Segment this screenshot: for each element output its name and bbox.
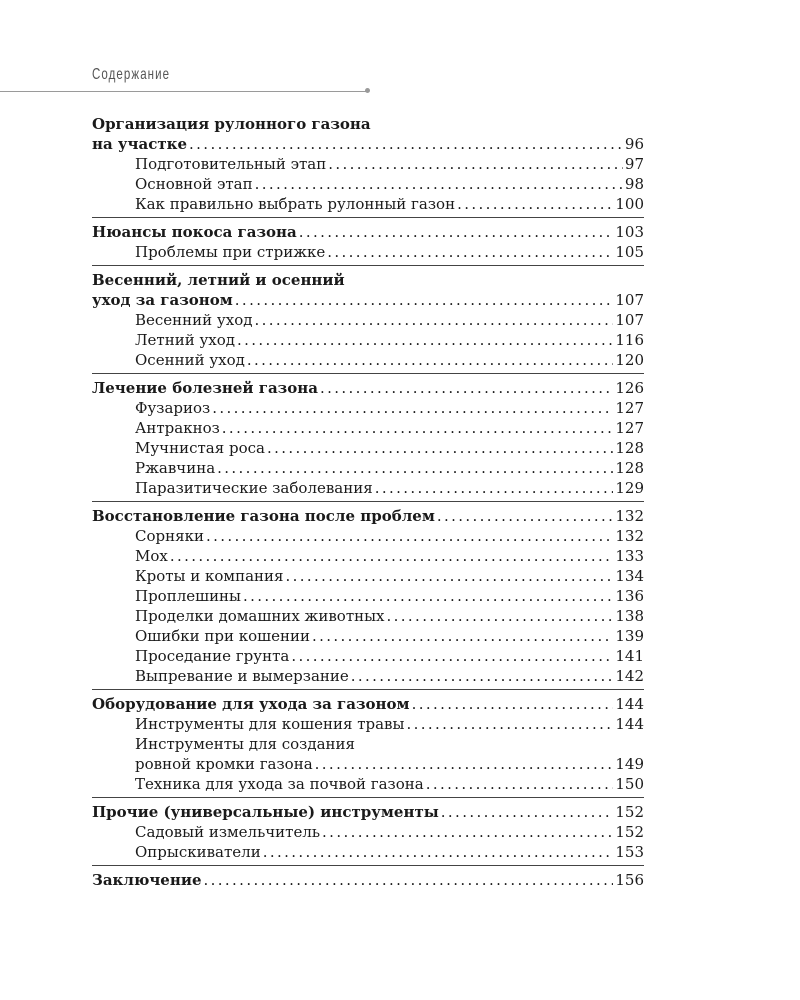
toc-item-label: Мох [135, 547, 168, 565]
dot-leader [255, 174, 623, 194]
toc-item[interactable] [92, 646, 644, 666]
toc-section [92, 222, 644, 262]
page-number: 136 [615, 587, 644, 605]
section-divider [92, 501, 644, 502]
page-number: 105 [615, 243, 644, 261]
toc-section-title: Восстановление газона после проблем [92, 507, 435, 525]
page-number: 127 [615, 399, 644, 417]
dot-leader [285, 566, 613, 586]
toc-item[interactable] [92, 586, 644, 606]
toc-item-label: Подготовительный этап [135, 155, 327, 173]
toc-item-label: Проделки домашних животных [135, 607, 385, 625]
header-rule-dot [365, 88, 370, 93]
toc-item-label: Мучнистая роса [135, 439, 265, 457]
toc-section-title-line1: Весенний, летний и осенний [92, 271, 345, 289]
dot-leader [255, 310, 614, 330]
page-number: 129 [615, 479, 644, 497]
toc-item-label: Проплешины [135, 587, 241, 605]
dot-leader [312, 626, 613, 646]
dot-leader [426, 774, 614, 794]
toc-item[interactable] [92, 242, 644, 262]
toc-item[interactable] [92, 418, 644, 438]
toc-section-title: Прочие (универсальные) инструменты [92, 803, 439, 821]
toc-section-title-line1: Организация рулонного газона [92, 115, 371, 133]
section-divider [92, 797, 644, 798]
toc-section-title: уход за газоном [92, 291, 233, 309]
dot-leader [375, 478, 614, 498]
toc-section-title: Лечение болезней газона [92, 379, 318, 397]
header-rule [0, 91, 368, 92]
page-number: 149 [615, 755, 644, 773]
toc-section-title: на участке [92, 135, 188, 153]
toc-item[interactable] [92, 174, 644, 194]
toc-item[interactable] [92, 350, 644, 370]
toc-item[interactable] [92, 330, 644, 350]
page-number: 128 [615, 439, 644, 457]
dot-leader [170, 546, 614, 566]
toc-section [92, 378, 644, 498]
dot-leader [237, 330, 613, 350]
toc-item-label: Паразитические заболевания [135, 479, 373, 497]
page-number: 144 [615, 695, 644, 713]
toc-section [92, 802, 644, 862]
dot-leader [263, 842, 614, 862]
toc-section-title: Оборудование для ухода за газоном [92, 695, 410, 713]
toc-section-entry[interactable] [92, 290, 644, 310]
toc-section-entry[interactable] [92, 378, 644, 398]
toc-item-label: Фузариоз [135, 399, 211, 417]
toc-item[interactable] [92, 438, 644, 458]
page-number: 107 [615, 311, 644, 329]
toc-item[interactable] [92, 842, 644, 862]
toc-item-label: Инструменты для кошения травы [135, 715, 405, 733]
toc-item-label: Сорняки [135, 527, 204, 545]
dot-leader [299, 222, 614, 242]
table-of-contents [92, 114, 644, 892]
dot-leader [222, 418, 614, 438]
page-number: 116 [615, 331, 644, 349]
toc-section-entry[interactable] [92, 802, 644, 822]
page-number: 134 [615, 567, 644, 585]
toc-item-label: Антракноз [135, 419, 220, 437]
page-number: 120 [615, 351, 644, 369]
toc-item-label-line1: Инструменты для создания [135, 735, 355, 753]
toc-item-label: Осенний уход [135, 351, 245, 369]
toc-section-entry[interactable] [92, 694, 644, 714]
page-number: 127 [615, 419, 644, 437]
section-divider [92, 265, 644, 266]
toc-item[interactable] [92, 666, 644, 686]
toc-item-label: Проблемы при стрижке [135, 243, 326, 261]
toc-item[interactable] [92, 310, 644, 330]
toc-item-label: Ошибки при кошении [135, 627, 310, 645]
page-number: 139 [615, 627, 644, 645]
toc-item[interactable] [92, 154, 644, 174]
toc-section [92, 270, 644, 370]
page-number: 156 [615, 871, 644, 889]
dot-leader [457, 194, 613, 214]
page-number: 142 [615, 667, 644, 685]
toc-section-entry[interactable] [92, 870, 644, 890]
toc-section-title: Нюансы покоса газона [92, 223, 297, 241]
dot-leader [315, 754, 614, 774]
dot-leader [206, 526, 613, 546]
dot-leader [351, 666, 614, 686]
toc-section-entry[interactable] [92, 222, 644, 242]
dot-leader [247, 350, 613, 370]
page-number: 141 [615, 647, 644, 665]
page-number: 138 [615, 607, 644, 625]
page-number: 150 [615, 775, 644, 793]
toc-section [92, 694, 644, 794]
toc-item-label: Выпревание и вымерзание [135, 667, 349, 685]
page-number: 98 [624, 175, 644, 193]
page-number: 96 [624, 135, 644, 153]
toc-item-label: Проседание грунта [135, 647, 290, 665]
section-divider [92, 217, 644, 218]
dot-leader [204, 870, 614, 890]
toc-item[interactable] [92, 754, 644, 774]
dot-leader [322, 822, 613, 842]
dot-leader [437, 506, 614, 526]
toc-item[interactable] [92, 606, 644, 626]
page-number: 100 [615, 195, 644, 213]
page-number: 132 [615, 507, 644, 525]
toc-item[interactable] [92, 194, 644, 214]
dot-leader [235, 290, 614, 310]
toc-item-label: Опрыскиватели [135, 843, 261, 861]
toc-section [92, 114, 644, 214]
toc-section [92, 870, 644, 890]
toc-item-label: Летний уход [135, 331, 236, 349]
toc-item[interactable] [92, 546, 644, 566]
dot-leader [412, 694, 614, 714]
page-title: Содержание [92, 66, 171, 83]
page-number: 128 [615, 459, 644, 477]
toc-item[interactable] [92, 398, 644, 418]
page-number: 97 [624, 155, 644, 173]
dot-leader [320, 378, 613, 398]
dot-leader [328, 154, 623, 174]
toc-item[interactable] [92, 458, 644, 478]
dot-leader [243, 586, 613, 606]
toc-item[interactable] [92, 478, 644, 498]
toc-item-label: Весенний уход [135, 311, 253, 329]
toc-item-label: Садовый измельчитель [135, 823, 321, 841]
section-divider [92, 689, 644, 690]
toc-section-entry[interactable] [92, 134, 644, 154]
page-number: 133 [615, 547, 644, 565]
toc-item[interactable] [92, 526, 644, 546]
dot-leader [267, 438, 613, 458]
dot-leader [387, 606, 614, 626]
toc-item[interactable] [92, 714, 644, 734]
page-number: 153 [615, 843, 644, 861]
toc-item[interactable] [92, 774, 644, 794]
page-number: 103 [615, 223, 644, 241]
dot-leader [406, 714, 613, 734]
dot-leader [189, 134, 623, 154]
toc-section [92, 506, 644, 686]
dot-leader [217, 458, 613, 478]
dot-leader [441, 802, 614, 822]
toc-item-label: Кроты и компания [135, 567, 284, 585]
dot-leader [212, 398, 613, 418]
page-number: 144 [615, 715, 644, 733]
toc-item[interactable] [92, 566, 644, 586]
page-number: 152 [615, 803, 644, 821]
toc-item-label: Как правильно выбрать рулонный газон [135, 195, 456, 213]
toc-item-label: ровной кромки газона [135, 755, 313, 773]
page-number: 107 [615, 291, 644, 309]
page-number: 152 [615, 823, 644, 841]
dot-leader [291, 646, 613, 666]
page-number: 126 [615, 379, 644, 397]
toc-item[interactable] [92, 822, 644, 842]
toc-item[interactable] [92, 626, 644, 646]
section-divider [92, 865, 644, 866]
toc-item-label: Основной этап [135, 175, 253, 193]
toc-section-entry[interactable] [92, 506, 644, 526]
toc-section-title: Заключение [92, 871, 202, 889]
dot-leader [327, 242, 613, 262]
toc-item-label: Ржавчина [135, 459, 216, 477]
section-divider [92, 373, 644, 374]
page-number: 132 [615, 527, 644, 545]
toc-item-label: Техника для ухода за почвой газона [135, 775, 424, 793]
